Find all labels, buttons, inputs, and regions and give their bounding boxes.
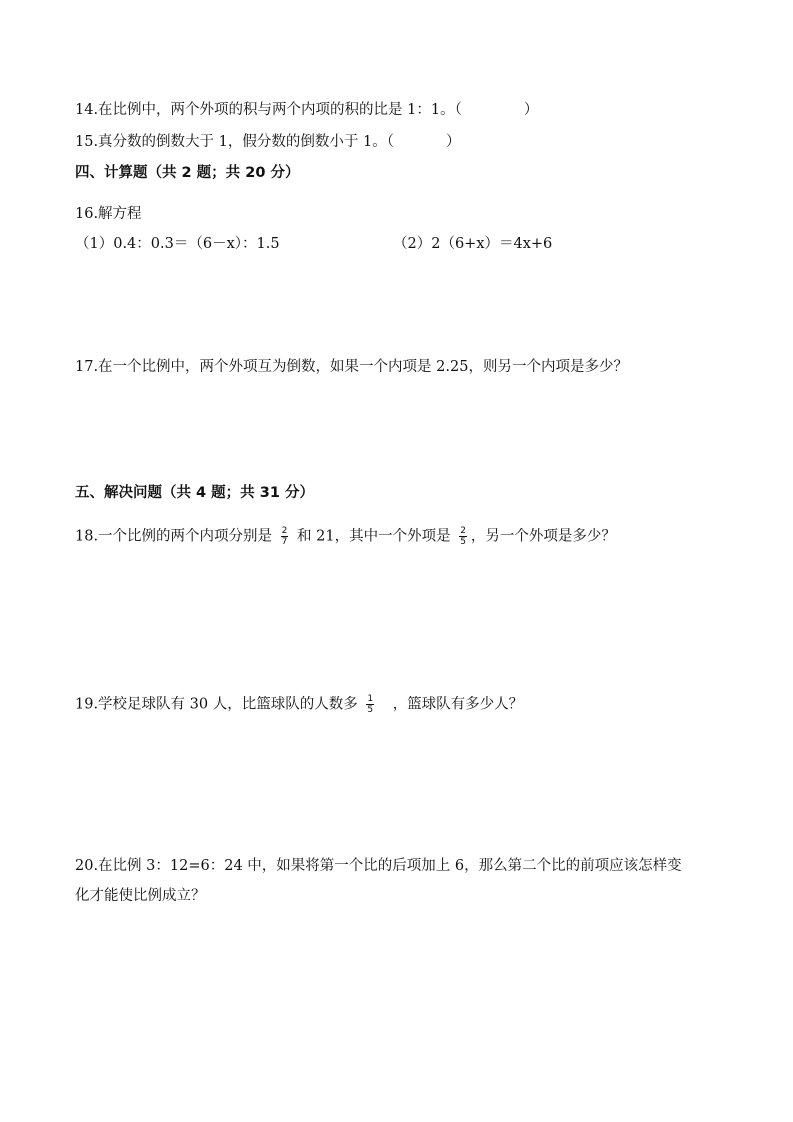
question-14	[75, 100, 538, 120]
fraction-numerator: 2	[460, 526, 466, 536]
question-18-part-2: 和 21，其中一个外项是	[297, 528, 451, 545]
question-20-line-2: 化才能使比例成立？	[75, 888, 206, 904]
question-15	[75, 132, 460, 152]
question-17: 17.在一个比例中，两个外项互为倒数，如果一个内项是 2.25，则另一个内项是多少？	[75, 359, 628, 375]
fraction-denominator: 7	[281, 537, 288, 547]
question-14-close: ）	[523, 102, 539, 118]
question-18	[75, 526, 616, 547]
question-20-line-1: 20.在比例 3：12=6：24 中，如果将第一个比的后项加上 6，那么第二个比的前项应该怎样变	[75, 858, 682, 874]
question-19-part-1: 19.学校足球队有 30 人，比篮球队的人数多	[75, 696, 358, 713]
question-16-equation-1: （1）0.4：0.3＝（6－x）：1.5	[75, 236, 280, 252]
fraction-two-sevenths	[281, 526, 289, 547]
question-16-equation-2: （2）2（6+x）＝4x+6	[393, 236, 553, 252]
question-18-part-1: 18.一个比例的两个内项分别是	[75, 528, 273, 545]
question-19-part-2: ，篮球队有多少人？	[392, 696, 524, 713]
question-15-text: 15.真分数的倒数大于 1，假分数的倒数小于 1。（	[75, 134, 394, 150]
section-5-title: 五、解决问题（共 4 题；共 31 分）	[75, 485, 314, 501]
question-16-title: 16.解方程	[75, 206, 142, 222]
question-14-text: 14.在比例中，两个外项的积与两个内项的积的比是 1：1。（	[75, 102, 462, 118]
question-19	[75, 694, 523, 715]
question-15-close: ）	[445, 134, 461, 150]
fraction-two-fifths	[459, 526, 467, 547]
question-18-part-3: ，另一个外项是多少？	[470, 528, 616, 545]
fraction-numerator: 1	[367, 694, 374, 704]
section-4-title: 四、计算题（共 2 题；共 20 分）	[75, 165, 300, 181]
fraction-numerator: 2	[281, 526, 288, 536]
fraction-denominator: 5	[367, 705, 374, 715]
fraction-one-fifth	[366, 694, 374, 715]
fraction-denominator: 5	[460, 537, 466, 547]
